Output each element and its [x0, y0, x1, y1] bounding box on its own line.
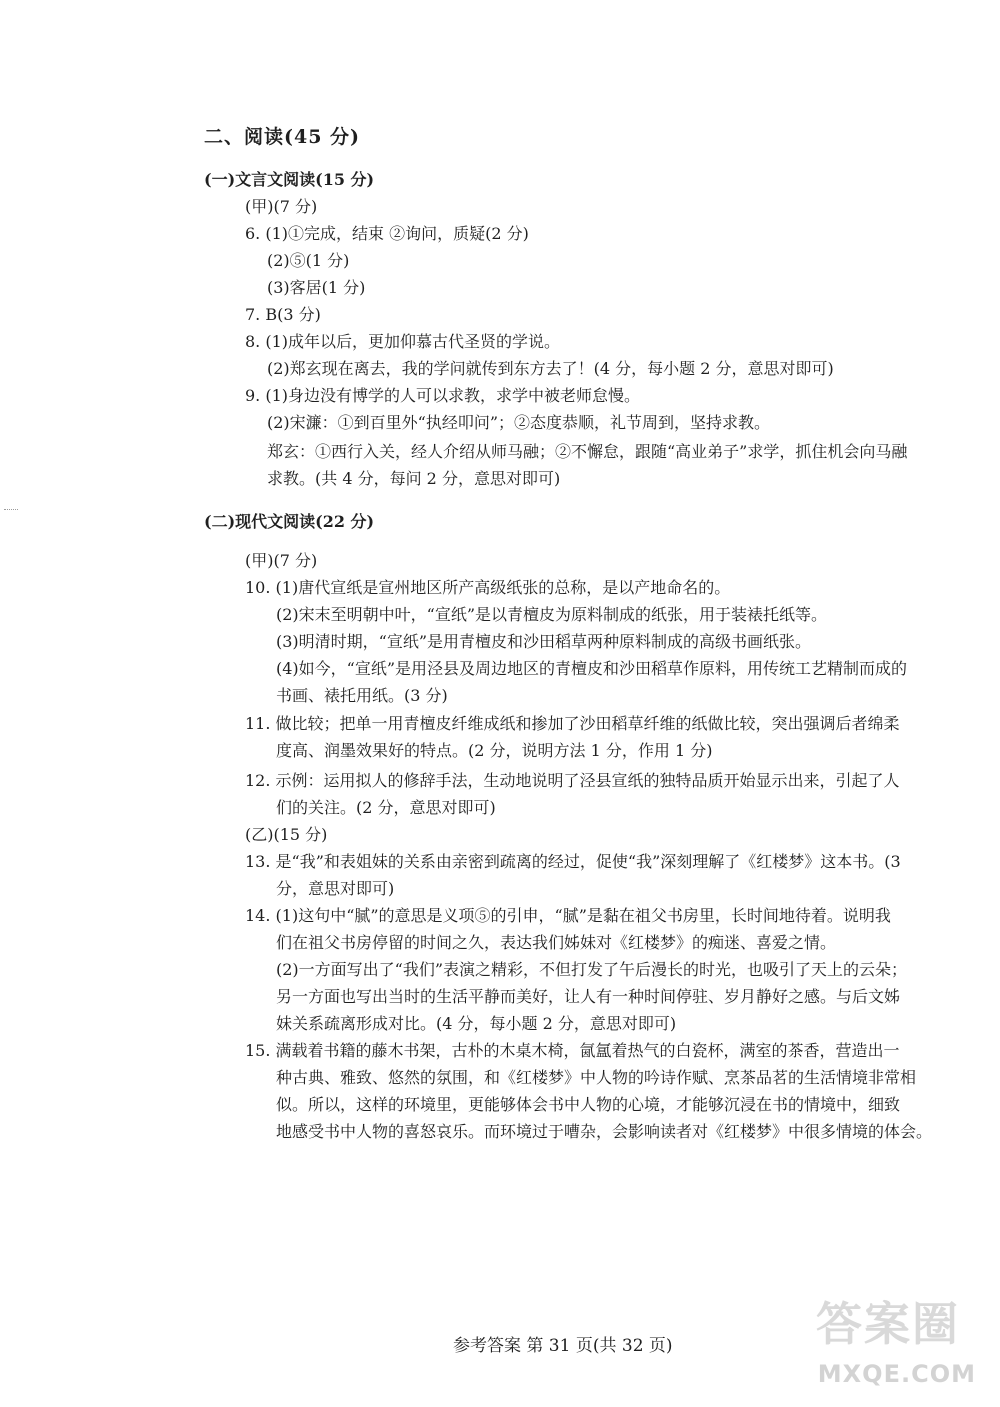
answer-line: (甲)(7 分) — [245, 197, 318, 216]
answer-line: (3)明清时期，“宣纸”是用青檀皮和沙田稻草两种原料制成的高级书画纸张。 — [276, 632, 812, 651]
answer-line: (2)一方面写出了“我们”表演之精彩，不但打发了午后漫长的时光，也吸引了天上的云朵； — [276, 960, 908, 979]
watermark-logo — [742, 1288, 982, 1398]
answer-line: (3)客居(1 分) — [267, 278, 366, 297]
answer-line: 15. 满载着书籍的藤木书架，古朴的木桌木椅，氤氲着热气的白瓷杯，满室的茶香，营造出一 — [245, 1041, 900, 1060]
answer-line: 11. 做比较；把单一用青檀皮纤维成纸和掺加了沙田稻草纤维的纸做比较，突出强调后者绵柔 — [245, 714, 900, 733]
answer-line: (2)郑玄现在离去，我的学问就传到东方去了！(4 分，每小题 2 分，意思对即可) — [267, 359, 834, 378]
answer-line: 书画、裱托用纸。(3 分) — [276, 686, 448, 705]
watermark-domain-text: MXQE.COM — [817, 1360, 976, 1388]
answer-line: (2)宋末至明朝中叶，“宣纸”是以青檀皮为原料制成的纸张，用于装裱托纸等。 — [276, 605, 828, 624]
answer-line: 度高、润墨效果好的特点。(2 分，说明方法 1 分，作用 1 分) — [276, 741, 713, 760]
answer-line: 13. 是“我”和表姐妹的关系由亲密到疏离的经过，促使“我”深刻理解了《红楼梦》这本书。(3 — [245, 852, 901, 871]
page-footer: 参考答案 第 31 页(共 32 页) — [453, 1336, 673, 1356]
answer-line: 7. B(3 分) — [245, 305, 321, 324]
answer-line: 求教。(共 4 分，每问 2 分，意思对即可) — [267, 469, 561, 488]
answer-line: 分，意思对即可) — [276, 879, 395, 898]
answer-line: 妹关系疏离形成对比。(4 分，每小题 2 分，意思对即可) — [276, 1014, 677, 1033]
answer-line: 10. (1)唐代宣纸是宣州地区所产高级纸张的总称，是以产地命名的。 — [245, 578, 731, 597]
subsection-title-classical: (一)文言文阅读(15 分) — [204, 170, 375, 189]
margin-mark — [4, 509, 18, 512]
answer-line: 似。所以，这样的环境里，更能够体会书中人物的心境，才能够沉浸在书的情境中，细致 — [276, 1095, 901, 1114]
answer-line: (甲)(7 分) — [245, 551, 318, 570]
answer-line: 9. (1)身边没有博学的人可以求教，求学中被老师怠慢。 — [245, 386, 641, 405]
answer-line: (2)宋濂：①到百里外“执经叩问”；②态度恭顺，礼节周到，坚持求教。 — [267, 413, 771, 432]
answer-line: (4)如今，“宣纸”是用泾县及周边地区的青檀皮和沙田稻草作原料，用传统工艺精制而成的 — [276, 659, 908, 678]
answer-line: 14. (1)这句中“腻”的意思是义项⑤的引申，“腻”是黏在祖父书房里，长时间地待着。说明我 — [245, 906, 891, 925]
answer-line: 8. (1)成年以后，更加仰慕古代圣贤的学说。 — [245, 332, 561, 351]
section-title: 二、阅读(45 分) — [204, 126, 361, 148]
answer-line: 们在祖父书房停留的时间之久，表达我们姊妹对《红楼梦》的痴迷、喜爱之情。 — [276, 933, 837, 952]
answer-line: (2)⑤(1 分) — [267, 251, 350, 270]
answer-line: 地感受书中人物的喜怒哀乐。而环境过于嘈杂，会影响读者对《红楼梦》中很多情境的体会。 — [276, 1122, 933, 1141]
watermark-main-text: 答案圈 — [816, 1297, 960, 1351]
answer-line: 们的关注。(2 分，意思对即可) — [276, 798, 496, 817]
answer-line: 郑玄：①西行入关，经人介绍从师马融；②不懈怠，跟随“高业弟子”求学，抓住机会向马融 — [267, 442, 908, 461]
answer-line: 12. 示例：运用拟人的修辞手法，生动地说明了泾县宣纸的独特品质开始显示出来，引起了人 — [245, 771, 900, 790]
answer-line: 另一方面也写出当时的生活平静而美好，让人有一种时间停驻、岁月静好之感。与后文姊 — [276, 987, 901, 1006]
answer-line: 6. (1)①完成，结束 ②询问，质疑(2 分) — [245, 224, 529, 243]
subsection-title-modern: (二)现代文阅读(22 分) — [204, 512, 375, 531]
answer-line: (乙)(15 分) — [245, 825, 328, 844]
answer-line: 种古典、雅致、悠然的氛围，和《红楼梦》中人物的吟诗作赋、烹茶品茗的生活情境非常相 — [276, 1068, 917, 1087]
